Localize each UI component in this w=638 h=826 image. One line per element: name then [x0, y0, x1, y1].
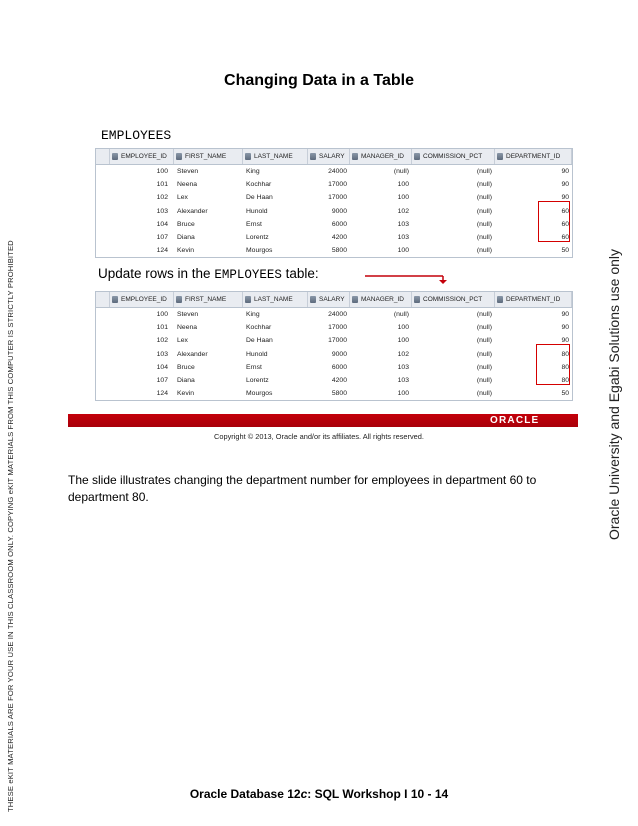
column-header-label: FIRST_NAME [185, 153, 227, 160]
table-cell: 6000 [331, 363, 347, 371]
table-cell: 101 [156, 181, 168, 189]
table-cell: 80 [561, 363, 569, 371]
column-header[interactable] [350, 292, 412, 307]
table-cell: 60 [561, 234, 569, 242]
highlight-dept-80 [536, 344, 570, 385]
column-header[interactable] [350, 149, 412, 164]
table-cell: 124 [156, 390, 168, 398]
table-caption: EMPLOYEES [101, 128, 172, 143]
table-cell: 4200 [331, 234, 347, 242]
table-cell: 60 [561, 220, 569, 228]
table-cell: Mourgos [246, 247, 273, 255]
table-cell: Steven [177, 168, 199, 176]
row-gutter [96, 205, 110, 218]
table-cell: (null) [476, 234, 492, 242]
table-cell: (null) [393, 168, 409, 176]
table-cell: 103 [397, 234, 409, 242]
column-type-icon [245, 153, 251, 160]
column-type-icon [414, 153, 420, 160]
table-cell: Neena [177, 324, 198, 332]
table-cell: 100 [397, 194, 409, 202]
column-header-label: MANAGER_ID [361, 296, 404, 303]
table-cell: 102 [156, 337, 168, 345]
table-cell: Hunold [246, 207, 268, 215]
table-cell: (null) [476, 181, 492, 189]
table-cell: 103 [156, 350, 168, 358]
footer-italic: c [300, 787, 308, 801]
column-type-icon [414, 296, 420, 303]
table-cell: 5800 [331, 247, 347, 255]
table-row [96, 334, 572, 347]
table-cell: Diana [177, 234, 195, 242]
table-cell: Lex [177, 194, 188, 202]
column-header[interactable] [110, 149, 174, 164]
table-header [96, 149, 572, 165]
table-cell: Kevin [177, 247, 195, 255]
usage-sidebar: Oracle University and Egabi Solutions use only [606, 248, 622, 540]
table-row [96, 387, 572, 400]
table-cell: 103 [156, 207, 168, 215]
table-cell: 103 [397, 377, 409, 385]
column-type-icon [176, 153, 182, 160]
table-cell: 100 [397, 247, 409, 255]
footer-prefix: Oracle Database 12 [189, 787, 301, 801]
notes-text: The slide illustrates changing the department number for employees in department 60 to department 80. [68, 473, 537, 504]
column-header-label: SALARY [319, 296, 345, 303]
column-header-label: COMMISSION_PCT [423, 153, 483, 160]
column-header[interactable] [174, 149, 243, 164]
row-gutter [96, 244, 110, 257]
table-cell: (null) [476, 207, 492, 215]
employees-table-before [95, 148, 573, 258]
column-header-label: MANAGER_ID [361, 153, 404, 160]
table-cell: Steven [177, 311, 199, 319]
table-cell: (null) [393, 311, 409, 319]
table-cell: 100 [156, 311, 168, 319]
row-gutter [96, 387, 110, 400]
table-cell: (null) [476, 337, 492, 345]
table-cell: 17000 [328, 337, 347, 345]
row-gutter [96, 308, 110, 321]
table-cell: 50 [561, 247, 569, 255]
table-cell: Bruce [177, 220, 195, 228]
column-type-icon [112, 296, 118, 303]
column-header[interactable] [412, 149, 495, 164]
table-cell: 100 [397, 181, 409, 189]
slide-title: Changing Data in a Table [224, 72, 414, 89]
table-cell: Kevin [177, 390, 195, 398]
table-cell: (null) [476, 363, 492, 371]
table-row [96, 361, 572, 374]
table-cell: (null) [476, 220, 492, 228]
table-cell: Neena [177, 181, 198, 189]
column-header-label: EMPLOYEE_ID [121, 153, 167, 160]
table-cell: Ernst [246, 363, 262, 371]
column-header[interactable] [495, 149, 572, 164]
row-gutter [96, 348, 110, 361]
table-cell: (null) [476, 324, 492, 332]
row-gutter [96, 165, 110, 178]
table-cell: 102 [397, 207, 409, 215]
column-type-icon [112, 153, 118, 160]
row-number-header [96, 292, 110, 307]
table-cell: 103 [397, 363, 409, 371]
table-cell: 90 [561, 311, 569, 319]
table-cell: Hunold [246, 350, 268, 358]
table-cell: Lorentz [246, 234, 269, 242]
table-cell: 4200 [331, 377, 347, 385]
table-row [96, 178, 572, 191]
table-row [96, 374, 572, 387]
pointer-arrow-icon [365, 274, 449, 284]
table-cell: 80 [561, 350, 569, 358]
row-gutter [96, 374, 110, 387]
oracle-logo: ORACLE [490, 415, 540, 426]
table-cell: 100 [156, 168, 168, 176]
column-header[interactable] [110, 292, 174, 307]
table-cell: Alexander [177, 207, 208, 215]
table-row [96, 308, 572, 321]
column-type-icon [352, 153, 358, 160]
table-cell: 100 [397, 324, 409, 332]
row-gutter [96, 231, 110, 244]
table-cell: 9000 [331, 207, 347, 215]
table-cell: 60 [561, 207, 569, 215]
column-header-label: LAST_NAME [254, 153, 293, 160]
table-cell: King [246, 168, 260, 176]
column-header[interactable] [412, 292, 495, 307]
table-cell: (null) [476, 194, 492, 202]
column-header[interactable] [308, 149, 350, 164]
table-cell: (null) [476, 390, 492, 398]
table-cell: 90 [561, 194, 569, 202]
table-cell: 5800 [331, 390, 347, 398]
update-prefix: Update rows in the [98, 266, 215, 281]
update-suffix: table: [281, 266, 319, 281]
update-instruction [98, 266, 319, 282]
table-row [96, 244, 572, 257]
table-cell: 80 [561, 377, 569, 385]
table-cell: Lorentz [246, 377, 269, 385]
row-number-header [96, 149, 110, 164]
table-row [96, 165, 572, 178]
table-cell: Bruce [177, 363, 195, 371]
table-cell: 107 [156, 377, 168, 385]
table-cell: 107 [156, 234, 168, 242]
update-table-name: EMPLOYEES [214, 268, 282, 282]
column-type-icon [176, 296, 182, 303]
table-cell: 90 [561, 324, 569, 332]
footer-suffix: : SQL Workshop I 10 - 14 [307, 787, 449, 801]
row-gutter [96, 361, 110, 374]
table-cell: 104 [156, 220, 168, 228]
column-header-label: DEPARTMENT_ID [506, 296, 561, 303]
table-cell: 17000 [328, 324, 347, 332]
table-cell: Ernst [246, 220, 262, 228]
table-cell: 101 [156, 324, 168, 332]
table-cell: Kochhar [246, 324, 272, 332]
table-cell: Lex [177, 337, 188, 345]
table-cell: (null) [476, 311, 492, 319]
column-type-icon [310, 296, 316, 303]
column-header-label: FIRST_NAME [185, 296, 227, 303]
table-cell: 17000 [328, 181, 347, 189]
table-header [96, 292, 572, 308]
table-cell: 24000 [328, 168, 347, 176]
table-cell: Diana [177, 377, 195, 385]
copyright-text: Copyright © 2013, Oracle and/or its affiliates. All rights reserved. [214, 432, 424, 441]
row-gutter [96, 321, 110, 334]
table-cell: (null) [476, 247, 492, 255]
page-footer [0, 787, 638, 801]
column-header-label: COMMISSION_PCT [423, 296, 483, 303]
table-cell: 124 [156, 247, 168, 255]
column-header-label: SALARY [319, 153, 345, 160]
row-gutter [96, 334, 110, 347]
table-cell: De Haan [246, 194, 273, 202]
column-type-icon [310, 153, 316, 160]
table-cell: 102 [156, 194, 168, 202]
column-header[interactable] [495, 292, 572, 307]
column-type-icon [245, 296, 251, 303]
table-cell: 103 [397, 220, 409, 228]
table-cell: Mourgos [246, 390, 273, 398]
table-cell: 24000 [328, 311, 347, 319]
column-header[interactable] [243, 149, 308, 164]
table-cell: 102 [397, 350, 409, 358]
table-cell: 90 [561, 168, 569, 176]
copy-warning-sidebar: THESE eKIT MATERIALS ARE FOR YOUR USE IN THIS CLASSROOM ONLY. COPYING eKIT MATERIALS FROM THIS COMPUTER IS STRICTLY PROHIBITED [6, 240, 15, 812]
column-header-label: EMPLOYEE_ID [121, 296, 167, 303]
table-cell: (null) [476, 168, 492, 176]
table-cell: 100 [397, 337, 409, 345]
table-row [96, 231, 572, 244]
table-row [96, 348, 572, 361]
row-gutter [96, 191, 110, 204]
table-cell: (null) [476, 350, 492, 358]
table-row [96, 191, 572, 204]
column-header[interactable] [308, 292, 350, 307]
table-cell: 90 [561, 337, 569, 345]
table-cell: 50 [561, 390, 569, 398]
highlight-dept-60 [538, 201, 570, 242]
table-row [96, 218, 572, 231]
table-cell: 90 [561, 181, 569, 189]
table-row [96, 321, 572, 334]
table-cell: De Haan [246, 337, 273, 345]
table-cell: King [246, 311, 260, 319]
row-gutter [96, 178, 110, 191]
table-cell: Alexander [177, 350, 208, 358]
column-header-label: LAST_NAME [254, 296, 293, 303]
table-cell: (null) [476, 377, 492, 385]
table-cell: 6000 [331, 220, 347, 228]
column-header[interactable] [243, 292, 308, 307]
table-row [96, 205, 572, 218]
table-cell: Kochhar [246, 181, 272, 189]
table-cell: 100 [397, 390, 409, 398]
table-cell: 9000 [331, 350, 347, 358]
column-type-icon [352, 296, 358, 303]
table-cell: 104 [156, 363, 168, 371]
column-type-icon [497, 296, 503, 303]
employees-table-after [95, 291, 573, 401]
row-gutter [96, 218, 110, 231]
column-header-label: DEPARTMENT_ID [506, 153, 561, 160]
table-cell: 17000 [328, 194, 347, 202]
column-type-icon [497, 153, 503, 160]
column-header[interactable] [174, 292, 243, 307]
